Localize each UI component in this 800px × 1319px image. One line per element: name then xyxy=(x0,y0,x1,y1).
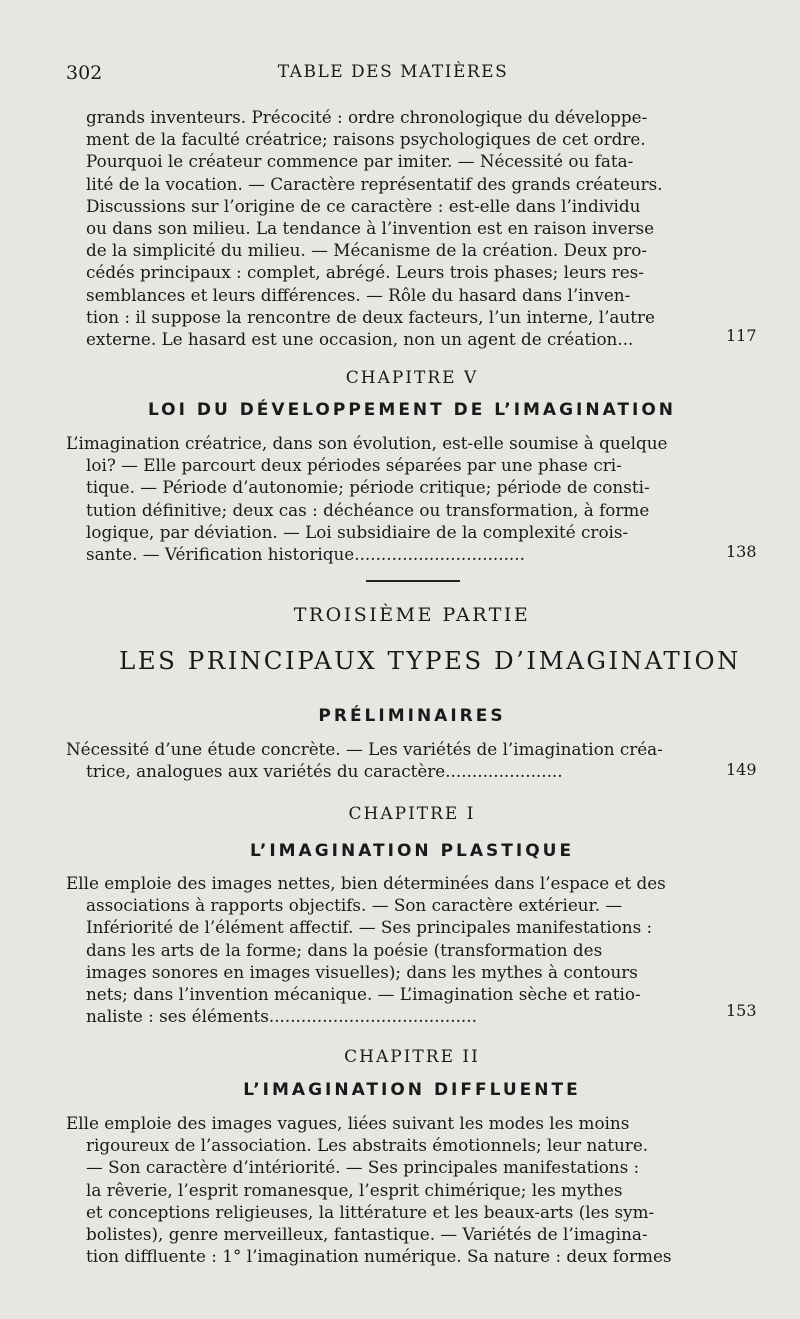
page-ref: 117 xyxy=(726,326,757,345)
entry-line: — Son caractère d’intériorité. — Ses principales manifestations : xyxy=(86,1157,640,1178)
entry-line: Infériorité de l’élément affectif. — Ses principales manifestations : xyxy=(86,917,653,938)
entry-line: loi? — Elle parcourt deux périodes séparées par une phase cri- xyxy=(86,455,622,476)
entry-line: tion : il suppose la rencontre de deux facteurs, l’un interne, l’autre xyxy=(86,306,655,327)
entry-line: tique. — Période d’autonomie; période critique; période de consti- xyxy=(86,477,650,498)
toc-entry-ch2-summary xyxy=(66,1112,712,1267)
entry-line: dans les arts de la forme; dans la poésie (transformation des xyxy=(86,939,603,960)
entry-line: rigoureux de l’association. Les abstraits émotionnels; leur nature. xyxy=(86,1135,649,1156)
entry-line: grands inventeurs. Précocité : ordre chronologique du développe- xyxy=(86,107,648,127)
entry-line: sante. — Vérification historique................................ xyxy=(86,544,525,565)
entry-line: bolistes), genre merveilleux, fantastique. — Variétés de l’imagina- xyxy=(86,1224,648,1245)
page-number: 302 xyxy=(66,62,103,84)
entry-line: Elle emploie des images nettes, bien déterminées dans l’espace et des xyxy=(66,873,666,893)
entry-line: associations à rapports objectifs. — Son caractère extérieur. — xyxy=(86,895,623,916)
chapter-label: CHAPITRE I xyxy=(348,804,476,824)
page-ref: 149 xyxy=(726,760,757,779)
entry-line: nets; dans l’invention mécanique. — L’imagination sèche et ratio- xyxy=(86,984,641,1005)
entry-line: naliste : ses éléments....................................... xyxy=(86,1006,477,1027)
running-title: TABLE DES MATIÈRES xyxy=(277,62,509,82)
entry-line: lité de la vocation. — Caractère représentatif des grands créateurs. xyxy=(86,173,663,194)
entry-line: Elle emploie des images vagues, liées suivant les modes les moins xyxy=(66,1113,630,1133)
toc-entry-ch4-summary xyxy=(66,106,712,350)
toc-entry-ch1-summary xyxy=(66,872,712,1027)
part-title: LES PRINCIPAUX TYPES D’IMAGINATION xyxy=(119,646,741,675)
entry-line: tution définitive; deux cas : déchéance ou transformation, à forme xyxy=(86,499,650,520)
entry-line: Pourquoi le créateur commence par imiter. — Nécessité ou fata- xyxy=(86,151,634,172)
toc-entry-preliminaires xyxy=(66,738,712,782)
running-head xyxy=(66,62,720,88)
entry-line: tion diffluente : 1° l’imagination numérique. Sa nature : deux formes xyxy=(86,1246,672,1267)
chapter-title: L’IMAGINATION DIFFLUENTE xyxy=(243,1080,581,1100)
chapter-label: CHAPITRE II xyxy=(344,1047,480,1067)
entry-line: L’imagination créatrice, dans son évolution, est-elle soumise à quelque xyxy=(66,433,668,453)
entry-line: et conceptions religieuses, la littérature et les beaux-arts (les sym- xyxy=(86,1201,655,1222)
chapter-title: PRÉLIMINAIRES xyxy=(318,706,506,726)
chapter-title: L’IMAGINATION PLASTIQUE xyxy=(249,841,575,861)
entry-line: Nécessité d’une étude concrète. — Les variétés de l’imagination créa- xyxy=(66,739,663,759)
entry-line: de la simplicité du milieu. — Mécanisme de la création. Deux pro- xyxy=(86,240,648,261)
toc-entry-ch5-summary xyxy=(66,432,712,565)
chapter-label: CHAPITRE V xyxy=(345,368,479,388)
entry-line: externe. Le hasard est une occasion, non un agent de création... xyxy=(86,329,634,350)
section-divider xyxy=(366,580,460,582)
entry-line: semblances et leurs différences. — Rôle du hasard dans l’inven- xyxy=(86,284,631,305)
part-label: TROISIÈME PARTIE xyxy=(293,604,531,626)
entry-line: Discussions sur l’origine de ce caractère : est-elle dans l’individu xyxy=(86,195,641,216)
entry-line: la rêverie, l’esprit romanesque, l’esprit chimérique; les mythes xyxy=(86,1179,623,1200)
page-ref: 138 xyxy=(726,542,757,561)
entry-line: trice, analogues aux variétés du caractère...................... xyxy=(86,761,563,782)
page-ref: 153 xyxy=(726,1001,757,1020)
entry-line: cédés principaux : complet, abrégé. Leurs trois phases; leurs res- xyxy=(86,262,644,283)
chapter-title: LOI DU DÉVELOPPEMENT DE L’IMAGINATION xyxy=(147,400,677,420)
entry-line: ment de la faculté créatrice; raisons psychologiques de cet ordre. xyxy=(86,129,646,150)
entry-line: ou dans son milieu. La tendance à l’invention est en raison inverse xyxy=(86,218,655,239)
entry-line: images sonores en images visuelles); dans les mythes à contours xyxy=(86,961,638,982)
entry-line: logique, par déviation. — Loi subsidiaire de la complexité crois- xyxy=(86,521,629,542)
